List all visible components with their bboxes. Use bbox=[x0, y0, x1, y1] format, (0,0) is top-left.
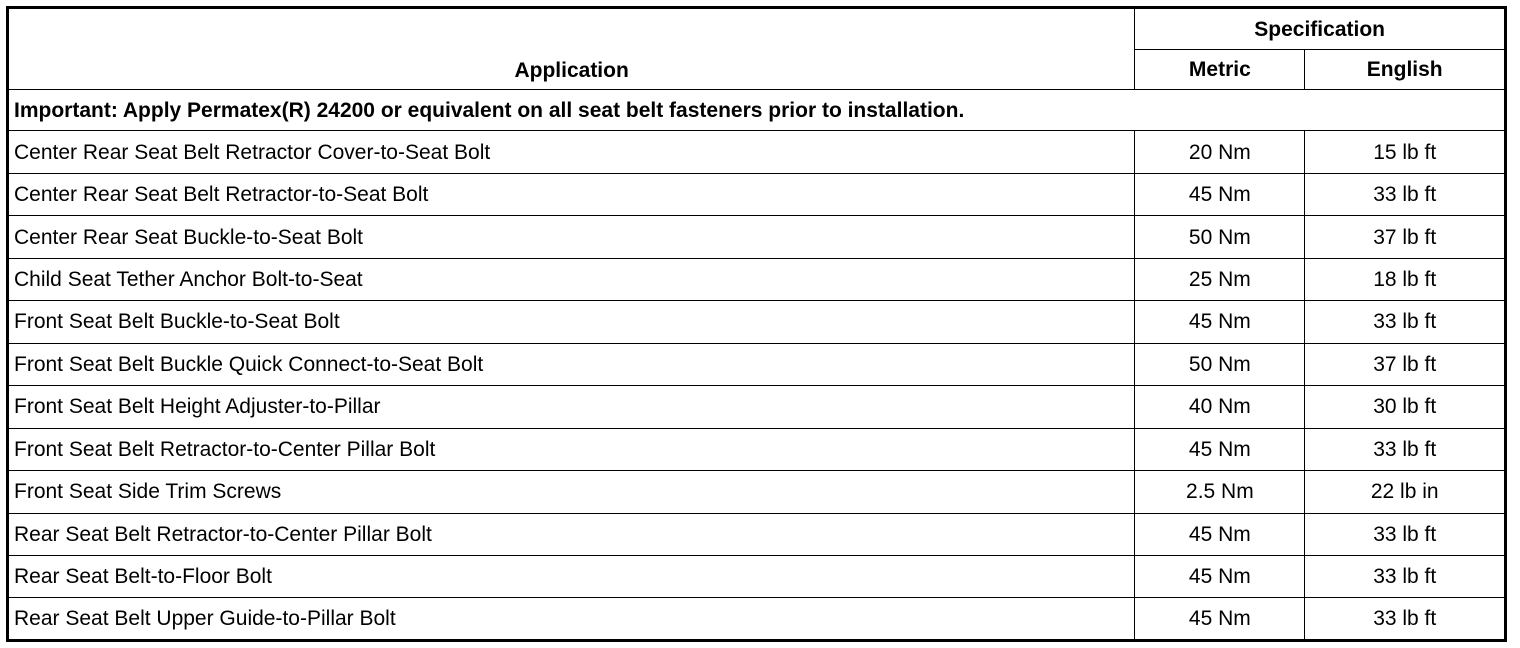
english-cell: 18 lb ft bbox=[1305, 258, 1506, 300]
note-row bbox=[8, 90, 1506, 131]
application-cell: Rear Seat Belt Upper Guide-to-Pillar Bolt bbox=[8, 598, 1135, 641]
application-cell: Front Seat Belt Retractor-to-Center Pillar Bolt bbox=[8, 428, 1135, 470]
metric-cell: 2.5 Nm bbox=[1135, 471, 1305, 513]
english-cell: 33 lb ft bbox=[1305, 555, 1506, 597]
english-cell: 33 lb ft bbox=[1305, 513, 1506, 555]
english-cell: 15 lb ft bbox=[1305, 131, 1506, 173]
metric-cell: 50 Nm bbox=[1135, 216, 1305, 258]
table-row bbox=[8, 555, 1506, 597]
application-cell: Child Seat Tether Anchor Bolt-to-Seat bbox=[8, 258, 1135, 300]
application-cell: Center Rear Seat Belt Retractor-to-Seat Bolt bbox=[8, 173, 1135, 215]
application-cell: Center Rear Seat Belt Retractor Cover-to-Seat Bolt bbox=[8, 131, 1135, 173]
english-cell: 37 lb ft bbox=[1305, 216, 1506, 258]
metric-cell: 45 Nm bbox=[1135, 428, 1305, 470]
table-row bbox=[8, 258, 1506, 300]
english-cell: 37 lb ft bbox=[1305, 343, 1506, 385]
table-row bbox=[8, 343, 1506, 385]
metric-cell: 50 Nm bbox=[1135, 343, 1305, 385]
english-cell: 33 lb ft bbox=[1305, 301, 1506, 343]
application-cell: Center Rear Seat Buckle-to-Seat Bolt bbox=[8, 216, 1135, 258]
application-cell: Front Seat Belt Buckle-to-Seat Bolt bbox=[8, 301, 1135, 343]
torque-specification-table bbox=[6, 6, 1507, 642]
metric-cell: 45 Nm bbox=[1135, 301, 1305, 343]
table-row bbox=[8, 131, 1506, 173]
application-cell: Rear Seat Belt-to-Floor Bolt bbox=[8, 555, 1135, 597]
column-header-metric: Metric bbox=[1135, 50, 1305, 90]
important-note: Important: Apply Permatex(R) 24200 or equivalent on all seat belt fasteners prior to installation. bbox=[8, 90, 1506, 131]
table-row bbox=[8, 173, 1506, 215]
metric-cell: 45 Nm bbox=[1135, 555, 1305, 597]
table-row bbox=[8, 513, 1506, 555]
column-header-english: English bbox=[1305, 50, 1506, 90]
application-cell: Rear Seat Belt Retractor-to-Center Pillar Bolt bbox=[8, 513, 1135, 555]
column-header-application: Application bbox=[8, 8, 1135, 90]
metric-cell: 45 Nm bbox=[1135, 173, 1305, 215]
metric-cell: 45 Nm bbox=[1135, 513, 1305, 555]
metric-cell: 45 Nm bbox=[1135, 598, 1305, 641]
table-row bbox=[8, 428, 1506, 470]
english-cell: 30 lb ft bbox=[1305, 386, 1506, 428]
english-cell: 33 lb ft bbox=[1305, 173, 1506, 215]
table-row bbox=[8, 216, 1506, 258]
metric-cell: 20 Nm bbox=[1135, 131, 1305, 173]
application-cell: Front Seat Side Trim Screws bbox=[8, 471, 1135, 513]
column-header-specification: Specification bbox=[1135, 8, 1506, 50]
table-row bbox=[8, 471, 1506, 513]
application-cell: Front Seat Belt Height Adjuster-to-Pillar bbox=[8, 386, 1135, 428]
header-row-top bbox=[8, 8, 1506, 50]
english-cell: 33 lb ft bbox=[1305, 598, 1506, 641]
application-cell: Front Seat Belt Buckle Quick Connect-to-Seat Bolt bbox=[8, 343, 1135, 385]
english-cell: 22 lb in bbox=[1305, 471, 1506, 513]
table-row bbox=[8, 386, 1506, 428]
table-row bbox=[8, 598, 1506, 641]
table-row bbox=[8, 301, 1506, 343]
metric-cell: 40 Nm bbox=[1135, 386, 1305, 428]
metric-cell: 25 Nm bbox=[1135, 258, 1305, 300]
english-cell: 33 lb ft bbox=[1305, 428, 1506, 470]
